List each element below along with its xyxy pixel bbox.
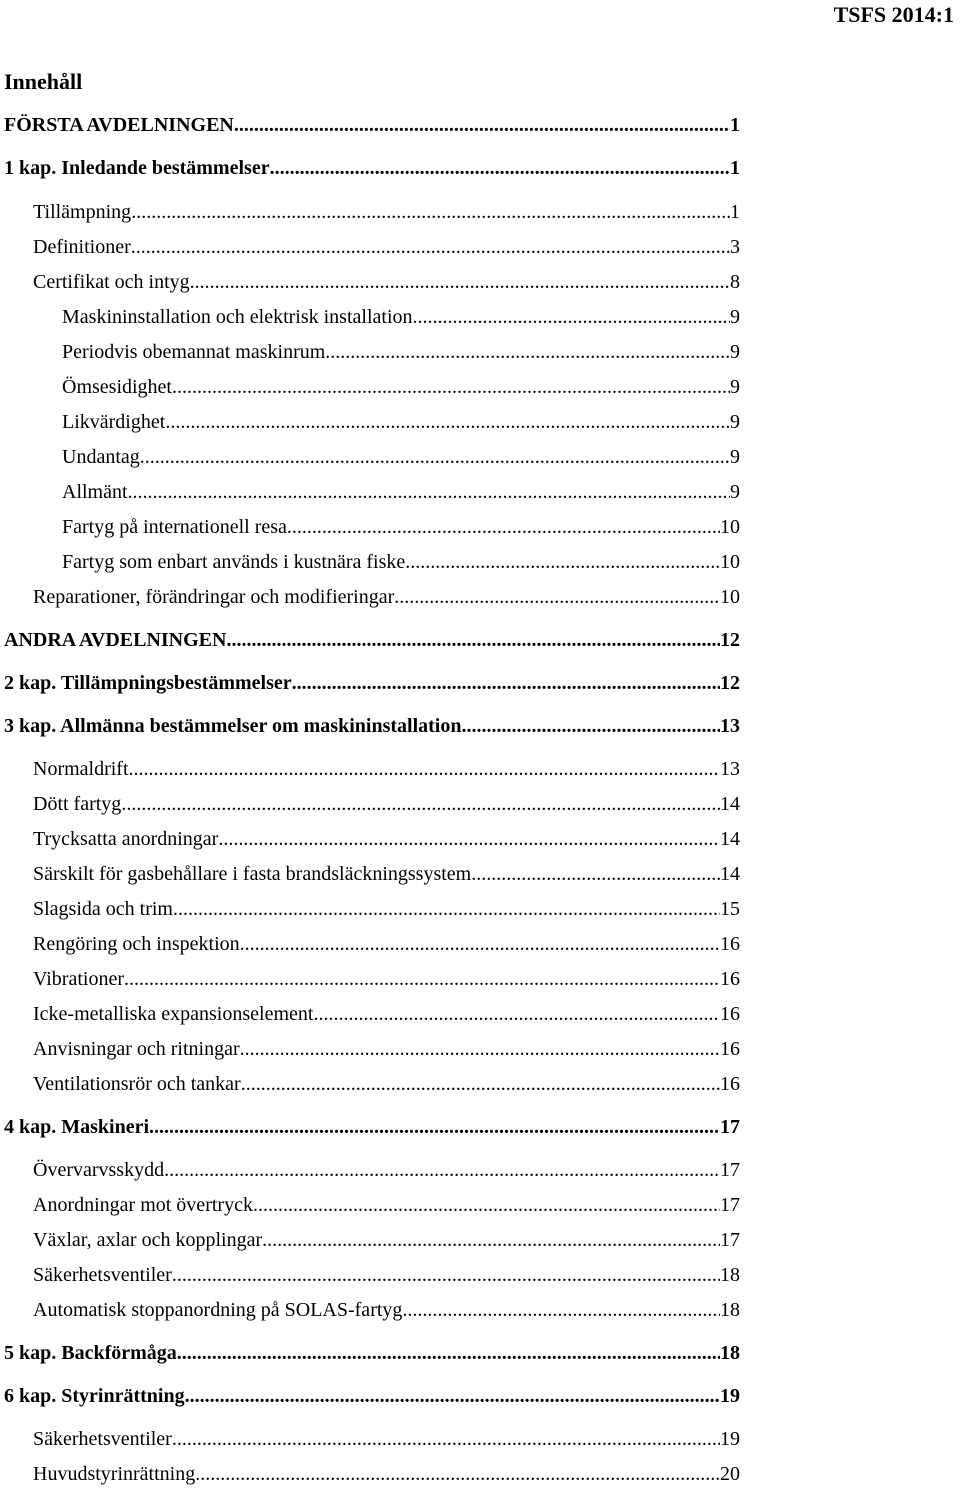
toc-entry[interactable] (33, 268, 740, 296)
toc-entry[interactable] (33, 895, 740, 923)
toc-entry-label: 3 kap. Allmänna bestämmelser om maskininstallation (4, 715, 462, 737)
toc-entry-label: Slagsida och trim (33, 898, 173, 920)
toc-entry[interactable] (4, 626, 740, 654)
toc-entry-label: Normaldrift (33, 758, 129, 780)
toc-entry[interactable] (33, 1000, 740, 1028)
toc-entry[interactable] (4, 154, 740, 182)
toc-entry-page: 19 (720, 1385, 740, 1407)
toc-entry-label: Periodvis obemannat maskinrum (62, 341, 326, 363)
toc-entry[interactable] (33, 1296, 740, 1324)
toc-entry-page: 3 (730, 236, 740, 258)
toc-entry[interactable] (33, 790, 740, 818)
toc-entry[interactable] (33, 1191, 740, 1219)
toc-entry-label: Trycksatta anordningar (33, 828, 219, 850)
toc-entry-page: 10 (720, 516, 740, 538)
toc-entry[interactable] (4, 111, 740, 139)
toc-leader-dots (173, 895, 720, 923)
toc-leader-dots (185, 1382, 720, 1410)
toc-entry-page: 9 (730, 411, 740, 433)
toc-entry[interactable] (62, 548, 740, 576)
toc-leader-dots (402, 1296, 720, 1324)
toc-leader-dots (129, 755, 720, 783)
toc-entry-page: 16 (720, 1003, 740, 1025)
toc-leader-dots (128, 478, 730, 506)
toc-entry-page: 14 (720, 863, 740, 885)
toc-entry-label: Växlar, axlar och kopplingar (33, 1229, 263, 1251)
toc-entry[interactable] (33, 825, 740, 853)
toc-leader-dots (190, 268, 730, 296)
toc-title: Innehåll (4, 69, 83, 94)
toc-entry[interactable] (62, 303, 740, 331)
toc-entry-page: 18 (720, 1299, 740, 1321)
toc-leader-dots (240, 930, 720, 958)
toc-entry[interactable] (33, 1156, 740, 1184)
toc-entry-label: Fartyg som enbart används i kustnära fiske (62, 551, 406, 573)
toc-entry-label: 1 kap. Inledande bestämmelser (4, 157, 270, 179)
toc-entry[interactable] (62, 513, 740, 541)
toc-entry-page: 18 (720, 1342, 740, 1364)
toc-leader-dots (325, 338, 730, 366)
toc-leader-dots (413, 303, 731, 331)
toc-entry[interactable] (4, 669, 740, 697)
toc-entry-page: 9 (730, 446, 740, 468)
toc-entry[interactable] (33, 1035, 740, 1063)
toc-entry-label: Ventilationsrör och tankar (33, 1073, 241, 1095)
toc-entry-page: 16 (720, 1073, 740, 1095)
toc-entry[interactable] (33, 1226, 740, 1254)
toc-entry[interactable] (33, 1460, 740, 1488)
toc-entry-page: 18 (720, 1264, 740, 1286)
toc-entry-label: Reparationer, förändringar och modifieringar (33, 586, 395, 608)
toc-entry-label: Definitioner (33, 236, 131, 258)
toc-leader-dots (131, 233, 730, 261)
toc-entry-page: 10 (720, 551, 740, 573)
toc-entry-page: 9 (730, 376, 740, 398)
toc-entry-page: 1 (730, 157, 740, 179)
toc-entry-page: 16 (720, 933, 740, 955)
toc-entry-label: Ömsesidighet (62, 376, 172, 398)
toc-entry-label: Maskininstallation och elektrisk installation (62, 306, 413, 328)
toc-leader-dots (140, 443, 730, 471)
toc-leader-dots (177, 1339, 720, 1367)
toc-entry-label: ANDRA AVDELNINGEN (4, 629, 227, 651)
toc-leader-dots (234, 111, 730, 139)
toc-entry-label: Dött fartyg (33, 793, 122, 815)
toc-entry-page: 13 (720, 758, 740, 780)
toc-entry[interactable] (33, 860, 740, 888)
toc-entry-label: Särskilt för gasbehållare i fasta brandsläckningssystem (33, 863, 472, 885)
toc-entry[interactable] (33, 233, 740, 261)
toc-entry[interactable] (33, 1425, 740, 1453)
toc-entry-page: 9 (730, 481, 740, 503)
toc-leader-dots (394, 583, 720, 611)
toc-leader-dots (195, 1460, 720, 1488)
toc-entry-label: Övervarvsskydd (33, 1159, 165, 1181)
toc-leader-dots (165, 408, 730, 436)
toc-leader-dots (226, 626, 720, 654)
toc-entry-label: Tillämpning (33, 201, 132, 223)
toc-entry-label: 2 kap. Tillämpningsbestämmelser (4, 672, 292, 694)
toc-entry-label: Huvudstyrinrättning (33, 1463, 196, 1485)
toc-leader-dots (262, 1226, 720, 1254)
toc-leader-dots (172, 1425, 720, 1453)
toc-entry-label: Automatisk stoppanordning på SOLAS-fartyg (33, 1299, 403, 1321)
toc-entry-label: Likvärdighet (62, 411, 166, 433)
toc-leader-dots (172, 373, 730, 401)
toc-entry[interactable] (62, 478, 740, 506)
toc-leader-dots (461, 712, 720, 740)
toc-leader-dots (131, 198, 730, 226)
toc-leader-dots (121, 790, 720, 818)
toc-entry-page: 20 (720, 1463, 740, 1485)
toc-entry-page: 17 (720, 1159, 740, 1181)
toc-entry-page: 17 (720, 1194, 740, 1216)
toc-entry-label: Icke-metalliska expansionselement (33, 1003, 314, 1025)
toc-entry[interactable] (4, 1382, 740, 1410)
toc-entry-label: Undantag (62, 446, 140, 468)
toc-entry-label: 6 kap. Styrinrättning (4, 1385, 185, 1407)
toc-entry-page: 10 (720, 586, 740, 608)
toc-leader-dots (471, 860, 720, 888)
toc-entry-page: 1 (730, 114, 740, 136)
toc-entry-page: 14 (720, 828, 740, 850)
toc-entry-label: Allmänt (62, 481, 128, 503)
toc-leader-dots (292, 669, 720, 697)
toc-entry-label: 4 kap. Maskineri (4, 1116, 150, 1138)
toc-leader-dots (270, 154, 730, 182)
toc-entry-page: 17 (720, 1116, 740, 1138)
toc-entry[interactable] (33, 1261, 740, 1289)
toc-entry-page: 9 (730, 341, 740, 363)
toc-leader-dots (287, 513, 720, 541)
toc-entry[interactable] (33, 1070, 740, 1098)
toc-leader-dots (149, 1113, 720, 1141)
toc-entry-page: 12 (720, 629, 740, 651)
toc-entry-label: Rengöring och inspektion (33, 933, 240, 955)
toc-entry-page: 1 (730, 201, 740, 223)
toc-entry-page: 15 (720, 898, 740, 920)
toc-entry[interactable] (33, 198, 740, 226)
toc-entry[interactable] (33, 755, 740, 783)
toc-entry-label: Säkerhetsventiler (33, 1264, 172, 1286)
toc-entry-label: Certifikat och intyg (33, 271, 190, 293)
toc-entry-page: 13 (720, 715, 740, 737)
toc-entry-page: 19 (720, 1428, 740, 1450)
toc-entry-page: 16 (720, 968, 740, 990)
toc-entry-page: 8 (730, 271, 740, 293)
toc-entry[interactable] (4, 712, 740, 740)
toc-entry[interactable] (62, 443, 740, 471)
toc-entry-page: 17 (720, 1229, 740, 1251)
toc-entry-label: Anordningar mot övertryck (33, 1194, 253, 1216)
toc-leader-dots (313, 1000, 720, 1028)
document-id-header: TSFS 2014:1 (833, 2, 954, 27)
toc-entry-label: Fartyg på internationell resa (62, 516, 287, 538)
toc-leader-dots (172, 1261, 720, 1289)
toc-entry-page: 16 (720, 1038, 740, 1060)
toc-entry-page: 12 (720, 672, 740, 694)
toc-leader-dots (218, 825, 720, 853)
toc-leader-dots (240, 1035, 720, 1063)
toc-leader-dots (124, 965, 720, 993)
toc-entry-label: FÖRSTA AVDELNINGEN (4, 114, 234, 136)
toc-entry-page: 14 (720, 793, 740, 815)
toc-leader-dots (164, 1156, 720, 1184)
toc-entry[interactable] (33, 583, 740, 611)
toc-entry[interactable] (4, 1339, 740, 1367)
toc-entry[interactable] (4, 1113, 740, 1141)
toc-entry[interactable] (62, 338, 740, 366)
toc-entry[interactable] (33, 965, 740, 993)
toc-entry-page: 9 (730, 306, 740, 328)
toc-entry-label: Anvisningar och ritningar (33, 1038, 240, 1060)
toc-entry-label: Vibrationer (33, 968, 124, 990)
toc-leader-dots (253, 1191, 720, 1219)
toc-entry-label: 5 kap. Backförmåga (4, 1342, 177, 1364)
toc-entry-label: Säkerhetsventiler (33, 1428, 172, 1450)
toc-leader-dots (405, 548, 720, 576)
toc-leader-dots (241, 1070, 720, 1098)
toc-entry[interactable] (33, 930, 740, 958)
toc-entry[interactable] (62, 408, 740, 436)
toc-entry[interactable] (62, 373, 740, 401)
